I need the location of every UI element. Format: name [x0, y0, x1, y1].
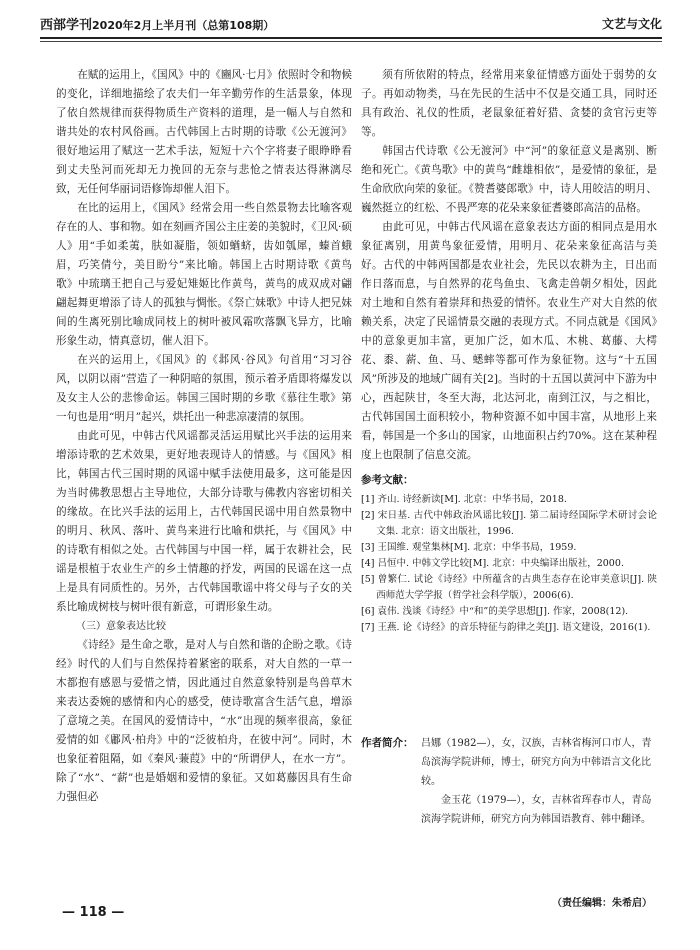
- right-column: [361, 66, 657, 636]
- paragraph-bi: 在比的运用上，《国风》经常会用一些自然景物去比喻客观存在的人、事和物。如在刻画齐国公主庄姜的美貌时，《卫风·硕人》用“手如柔荑，肤如凝脂，领如蝤蛴，齿如瓠犀，螓首蛾眉，巧笑倩兮，美目盼兮”来比喻。韩国上古时期诗歌《黄鸟歌》中琉璃王把自己与爱妃雉姬比作黄鸟，黄鸟的成双成对翩翩起舞更增添了诗人的孤独与惆怅。《祭亡妹歌》中诗人把兄妹间的生离死别比喻成同枝上的树叶被风霜吹落飘飞异方，比喻形象生动，情真意切，催人泪下。: [56, 202, 352, 347]
- reference-item: [3] 王国维. 观堂集林[M]. 北京：中华书局，1959.: [361, 542, 577, 553]
- header-rule-thin: [40, 41, 662, 42]
- subsection-heading: （三）意象表达比较: [76, 621, 166, 632]
- paragraph-continued: 须有所依附的特点，经常用来象征情感方面处于弱势的女子。再如动物类，马在先民的生活中不仅是交通工具，同时还具有政治、礼仪的性质，老鼠象征着好猎、贪婪的贪官污吏等等。: [361, 69, 657, 138]
- references-list: [361, 492, 657, 636]
- author-info: [361, 734, 657, 829]
- page-number: — 118 —: [62, 905, 125, 920]
- reference-item: [4] 吕恒中. 中韩文学比较[M]. 北京：中央编译出版社，2000.: [361, 558, 624, 569]
- paragraph-korean-imagery: 韩国古代诗歌《公无渡河》中“河”的象征意义是离别、断绝和死亡。《黄鸟歌》中的黄鸟“雌雄相依”，是爱情的象征，是生命欣欣向荣的象征。《赞耆婆郎歌》中，诗人用皎洁的明月、巍然挺立的红松、不畏严寒的花朵来象征耆婆郎高洁的品格。: [361, 145, 657, 214]
- reference-item: [1] 齐山. 诗经新读[M]. 北京：中华书局，2018.: [361, 494, 567, 505]
- running-header: [40, 14, 662, 36]
- reference-item: [2] 宋日基. 古代中韩政治风谣比较[J]. 第二届诗经国际学术研讨会论文集. 北京：语文出版社，1996.: [361, 510, 657, 537]
- references-title: 参考文献：: [361, 474, 414, 486]
- author-bio-1: 吕娜（1982—），女，汉族，吉林省梅河口市人，青岛滨海学院讲师，博士，研究方向为中韩语言文化比较。: [421, 738, 652, 787]
- paragraph-imagery: 《诗经》是生命之歌，是对人与自然和谐的企盼之歌。《诗经》时代的人们与自然保持着紧密的联系，对大自然的一草一木都抱有感恩与爱惜之情，因此通过自然意象特别是鸟兽草木来表达委婉的感情和内心的感受，使诗歌富含生活气息，增添了意境之美。在国风的爱情诗中，“水”出现的频率很高，象征爱情的如《鄘风·柏舟》中的“泛彼柏舟，在彼中河”。同时，木也象征着阻隔，如《秦风·蒹葭》中的“所谓伊人，在水一方”。除了“水”、“薪”也是婚姻和爱情的象征。又如葛藤因具有生命力强但必: [56, 639, 352, 803]
- author-label: 作者简介：: [361, 737, 414, 749]
- paragraph-summary: 由此可见，中韩古代风谣都灵活运用赋比兴手法的运用来增添诗歌的艺术效果，更好地表现诗人的情感。与《国风》相比，韩国古代三国时期的风谣中赋手法使用最多，这可能是因为当时佛教思想占主导地位，大部分诗歌与佛教内容密切相关的缘故。在比兴手法的运用上，古代韩国民谣中用自然景物中的明月、秋风、落叶、黄鸟来进行比喻和烘托，与《国风》中的诗歌有相似之处。古代韩国与中国一样，属于农耕社会，民谣是根植于农业生产的乡土情趣的抒发，两国的民谣在这一点上是具有同质性的。另外，古代韩国歌谣中将父母与子女的关系比喻成树枝与树叶很有新意，可谓形象生动。: [56, 430, 352, 613]
- reference-item: [7] 王燕. 论《诗经》的音乐特征与韵律之美[J]. 语文建设，2016(1).: [361, 622, 651, 633]
- responsible-editor: （责任编辑：朱希启）: [552, 898, 652, 909]
- header-rule-thick: [40, 37, 662, 39]
- section-name: 文艺与文化: [601, 17, 662, 31]
- paragraph-xing: 在兴的运用上，《国风》的《邶风·谷风》句首用“习习谷风，以阴以雨”营造了一种阴暗的氛围，预示着矛盾即将爆发以及女主人公的悲惨命运。韩国三国时期的乡歌《慕往生歌》第一句也是用“明月”起兴，烘托出一种悲凉凄清的氛围。: [56, 354, 352, 423]
- author-bio-2: 金玉花（1979—），女，吉林省珲春市人，青岛滨海学院讲师，研究方向为韩国语教育、韩中翻译。: [421, 795, 652, 825]
- paragraph-comparison: 由此可见，中韩古代风谣在意象表达方面的相同点是用水象征离别，用黄鸟象征爱情，用明月、花朵来象征高洁与美好。古代的中韩两国都是农业社会，先民以农耕为主，日出而作日落而息，与自然界的花鸟鱼虫、飞禽走兽朝夕相处，因此对土地和自然有着崇拜和热爱的情怀。农业生产对大自然的依赖关系，决定了民谣情景交融的表现方式。不同点就是《国风》中的意象更加丰富，更加广泛，如木瓜、木桃、葛藤、大樗花、黍、薪、鱼、马、蟋蟀等都可作为象征物。这与“十五国风”所涉及的地域广阔有关[2]。当时的十五国以黄河中下游为中心，西起陕甘，冬至大海，北达河北，南到江汉，与之相比，古代韩国国土面积较小，物种资源不如中国丰富，从地形上来看，韩国是一个多山的国家，山地面积占约70%。这在某种程度上也限制了信息交流。: [361, 221, 657, 461]
- reference-item: [5] 曾繁仁. 试论《诗经》中所蕴含的古典生态存在论审美意识[J]. 陕西师范大学学报（哲学社会科学版），2006(6).: [361, 574, 657, 601]
- left-column: [56, 66, 352, 807]
- paragraph-fu: 在赋的运用上，《国风》中的《豳风·七月》依照时令和物候的变化，详细地描绘了农夫们一年辛勤劳作的生活景象，体现了依自然规律而获得物质生产资料的道理，是一幅人与自然和谐共处的农村风俗画。古代韩国上古时期的诗歌《公无渡河》很好地运用了赋这一艺术手法，短短十六个字将妻子眼睁睁看到丈夫坠河而死却无力挽回的无奈与悲怆之情表达得淋漓尽致，无任何华丽词语修饰却催人泪下。: [56, 69, 352, 195]
- journal-name: 西部学刊: [40, 18, 93, 33]
- reference-item: [6] 袁伟. 浅谈《诗经》中“和”的美学思想[J]. 作家，2008(12).: [361, 606, 629, 617]
- author-bios: [421, 734, 657, 829]
- journal-title: [40, 14, 274, 33]
- issue-info: 2020年2月上半月刊（总第108期）: [92, 19, 275, 32]
